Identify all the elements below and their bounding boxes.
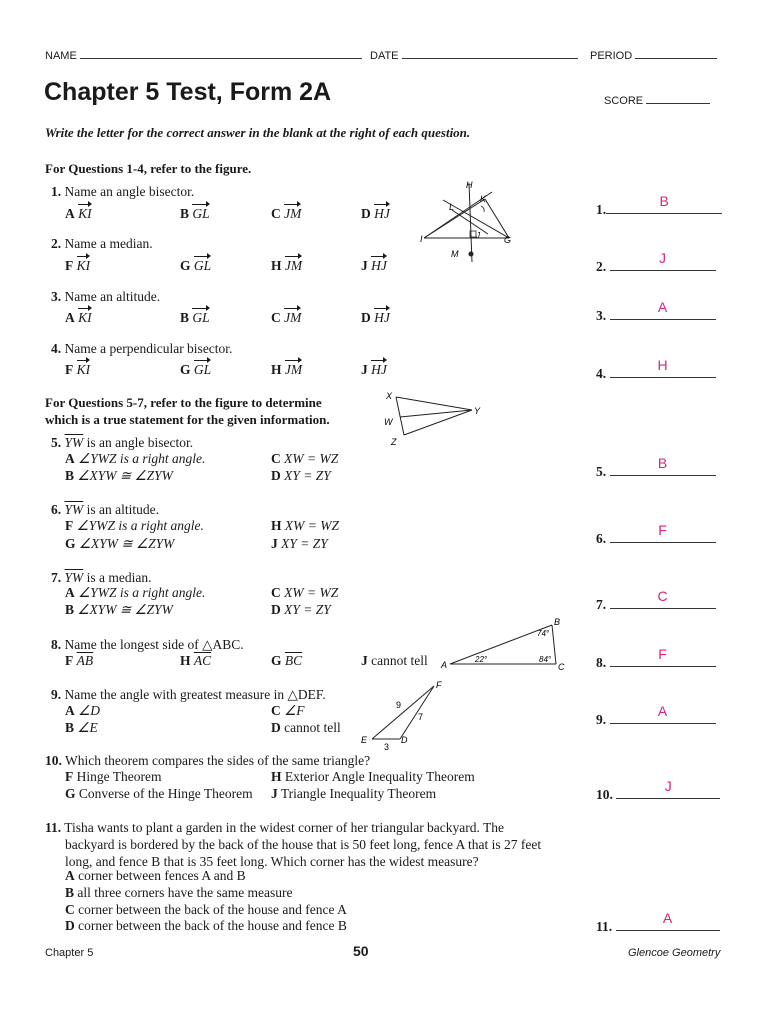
q6-option-j[interactable]: J XY = ZY	[271, 536, 328, 551]
fig1-label-h: H	[466, 180, 473, 190]
fig3-angle-b: 74°	[537, 629, 550, 638]
question-5: 5. $\overline{YW}$ is an angle bisector.	[51, 435, 194, 450]
q11-option-b[interactable]: B all three corners have the same measure	[65, 885, 293, 900]
q9-option-c[interactable]: C ∠F	[271, 703, 305, 718]
q3-option-c[interactable]: C JM	[271, 307, 301, 326]
answer-value-10: J	[664, 778, 672, 794]
question-4: 4. Name a perpendicular bisector.	[51, 341, 233, 356]
figure-1-triangle	[418, 176, 518, 266]
q8-option-f[interactable]: F $\overline{AB}$	[65, 653, 94, 668]
q2-option-j[interactable]: J HJ	[361, 255, 387, 274]
q10-option-g[interactable]: G Converse of the Hinge Theorem	[65, 786, 253, 801]
answer-blank-2[interactable]: 2. J	[596, 258, 716, 275]
q4-option-f[interactable]: F KI	[65, 359, 90, 378]
answer-blank-1[interactable]: 1. B	[596, 201, 722, 218]
q3-option-d[interactable]: D HJ	[361, 307, 390, 326]
answer-blank-10[interactable]: 10. J	[596, 786, 720, 803]
q5-option-a[interactable]: A ∠YWZ is a right angle.	[65, 451, 206, 466]
question-8: 8. Name the longest side of △ABC.	[51, 637, 244, 652]
answer-blank-6[interactable]: 6. F	[596, 530, 716, 547]
q4-option-g[interactable]: G GL	[180, 359, 211, 378]
answer-value-5: B	[657, 455, 668, 471]
fig1-label-k: K	[480, 194, 487, 204]
question-3: 3. Name an altitude.	[51, 289, 161, 304]
fig1-label-m: M	[451, 249, 459, 259]
fig4-side-df: 7	[418, 712, 424, 722]
q5-option-b[interactable]: B ∠XYW ≅ ∠ZYW	[65, 468, 173, 483]
q3-option-b[interactable]: B GL	[180, 307, 210, 326]
answer-value-9: A	[657, 703, 668, 719]
q8-option-j[interactable]: J cannot tell	[361, 653, 428, 668]
answer-value-2: J	[659, 250, 666, 266]
page-title: Chapter 5 Test, Form 2A	[44, 78, 332, 106]
q11-option-a[interactable]: A corner between fences A and B	[65, 868, 246, 883]
q2-option-g[interactable]: G GL	[180, 255, 211, 274]
q1-option-c[interactable]: C JM	[271, 203, 301, 222]
q4-option-j[interactable]: J HJ	[361, 359, 387, 378]
fig3-angle-a: 22°	[475, 655, 488, 664]
answer-value-7: C	[657, 588, 668, 604]
fig1-label-j: J	[476, 231, 480, 240]
q7-option-b[interactable]: B ∠XYW ≅ ∠ZYW	[65, 602, 173, 617]
q10-option-h[interactable]: H Exterior Angle Inequality Theorem	[271, 769, 475, 784]
fig3-label-c: C	[558, 662, 565, 671]
period-field[interactable]: PERIOD	[590, 47, 717, 62]
answer-value-8: F	[658, 646, 667, 662]
question-10: 10. Which theorem compares the sides of the same triangle?	[45, 753, 371, 768]
q8-option-g[interactable]: G $\overline{BC}$	[271, 653, 303, 668]
fig1-label-i: I	[420, 234, 423, 244]
fig4-label-f: F	[436, 680, 442, 690]
fig4-side-ef: 9	[396, 700, 402, 710]
date-field[interactable]: DATE	[370, 47, 578, 62]
answer-value-11: A	[662, 910, 673, 926]
name-field[interactable]: NAME	[45, 47, 362, 62]
fig1-label-l: L	[449, 202, 455, 212]
question-7: 7. $\overline{YW}$ is a median.	[51, 570, 152, 585]
q4-option-h[interactable]: H JM	[271, 359, 302, 378]
question-11: 11. Tisha wants to plant a garden in the widest corner of her triangular backyard. The backyard is bordered by the back of the house that is 50 feet long, fence A that is 27 feet long, and fence B that is 35 feet long. Which corner has the widest measure?	[45, 820, 542, 869]
footer-page-number: 50	[353, 943, 369, 959]
section-heading-2: For Questions 5-7, refer to the figure to determine which is a true statement for the given information.	[45, 395, 330, 427]
answer-value-6: F	[658, 522, 667, 538]
q7-option-d[interactable]: D XY = ZY	[271, 602, 331, 617]
q6-option-h[interactable]: H XW = WZ	[271, 518, 339, 533]
q2-option-h[interactable]: H JM	[271, 255, 302, 274]
figure-4-triangle-def	[356, 676, 448, 752]
q9-option-d[interactable]: D cannot tell	[271, 720, 341, 735]
question-9: 9. Name the angle with greatest measure in △DEF.	[51, 687, 326, 702]
answer-blank-4[interactable]: 4. H	[596, 365, 716, 382]
answer-blank-3[interactable]: 3. A	[596, 307, 716, 324]
fig3-angle-c: 84°	[539, 655, 552, 664]
q1-option-b[interactable]: B GL	[180, 203, 210, 222]
q7-option-a[interactable]: A ∠YWZ is a right angle.	[65, 585, 206, 600]
q3-option-a[interactable]: A KI	[65, 307, 92, 326]
q11-option-c[interactable]: C corner between the back of the house and fence A	[65, 902, 347, 917]
q8-option-h[interactable]: H $\overline{AC}$	[180, 653, 212, 668]
question-2: 2. Name a median.	[51, 236, 153, 251]
answer-value-4: H	[657, 357, 668, 373]
answer-blank-7[interactable]: 7. C	[596, 596, 716, 613]
q11-option-d[interactable]: D corner between the back of the house and fence B	[65, 918, 347, 933]
q1-option-a[interactable]: A KI	[65, 203, 92, 222]
q10-option-f[interactable]: F Hinge Theorem	[65, 769, 162, 784]
fig3-label-a: A	[441, 660, 448, 670]
answer-blank-11[interactable]: 11. A	[596, 918, 720, 935]
fig2-label-z: Z	[391, 437, 397, 447]
question-6: 6. $\overline{YW}$ is an altitude.	[51, 502, 159, 517]
fig2-label-y: Y	[474, 406, 481, 416]
q6-option-g[interactable]: G ∠XYW ≅ ∠ZYW	[65, 536, 175, 551]
fig4-side-ed: 3	[384, 742, 390, 752]
score-field[interactable]: SCORE	[604, 92, 710, 107]
q7-option-c[interactable]: C XW = WZ	[271, 585, 339, 600]
q9-option-a[interactable]: A ∠D	[65, 703, 100, 718]
q10-option-j[interactable]: J Triangle Inequality Theorem	[271, 786, 437, 801]
fig2-label-w: W	[384, 417, 393, 427]
answer-blank-9[interactable]: 9. A	[596, 711, 716, 728]
fig2-label-x: X	[386, 391, 393, 401]
question-1: 1. Name an angle bisector.	[51, 184, 195, 199]
q2-option-f[interactable]: F KI	[65, 255, 90, 274]
fig1-label-g: G	[504, 235, 512, 245]
fig4-label-d: D	[401, 735, 408, 745]
q9-option-b[interactable]: B ∠E	[65, 720, 98, 735]
section-heading-1: For Questions 1-4, refer to the figure.	[45, 161, 252, 176]
answer-blank-8[interactable]: 8. F	[596, 654, 716, 671]
q5-option-c[interactable]: C XW = WZ	[271, 451, 339, 466]
figure-3-triangle-abc	[438, 613, 570, 671]
q5-option-d[interactable]: D XY = ZY	[271, 468, 331, 483]
instructions: Write the letter for the correct answer in the blank at the right of each question.	[45, 125, 471, 140]
answer-value-1: B	[659, 193, 669, 209]
fig3-label-b: B	[554, 617, 561, 627]
footer-publisher: Glencoe Geometry	[628, 947, 721, 959]
footer-chapter: Chapter 5	[45, 947, 94, 959]
fig4-label-e: E	[361, 735, 368, 745]
q1-option-d[interactable]: D HJ	[361, 203, 390, 222]
answer-blank-5[interactable]: 5. B	[596, 463, 716, 480]
q6-option-f[interactable]: F ∠YWZ is a right angle.	[65, 518, 204, 533]
figure-2-triangle	[382, 387, 484, 447]
answer-value-3: A	[657, 299, 668, 315]
